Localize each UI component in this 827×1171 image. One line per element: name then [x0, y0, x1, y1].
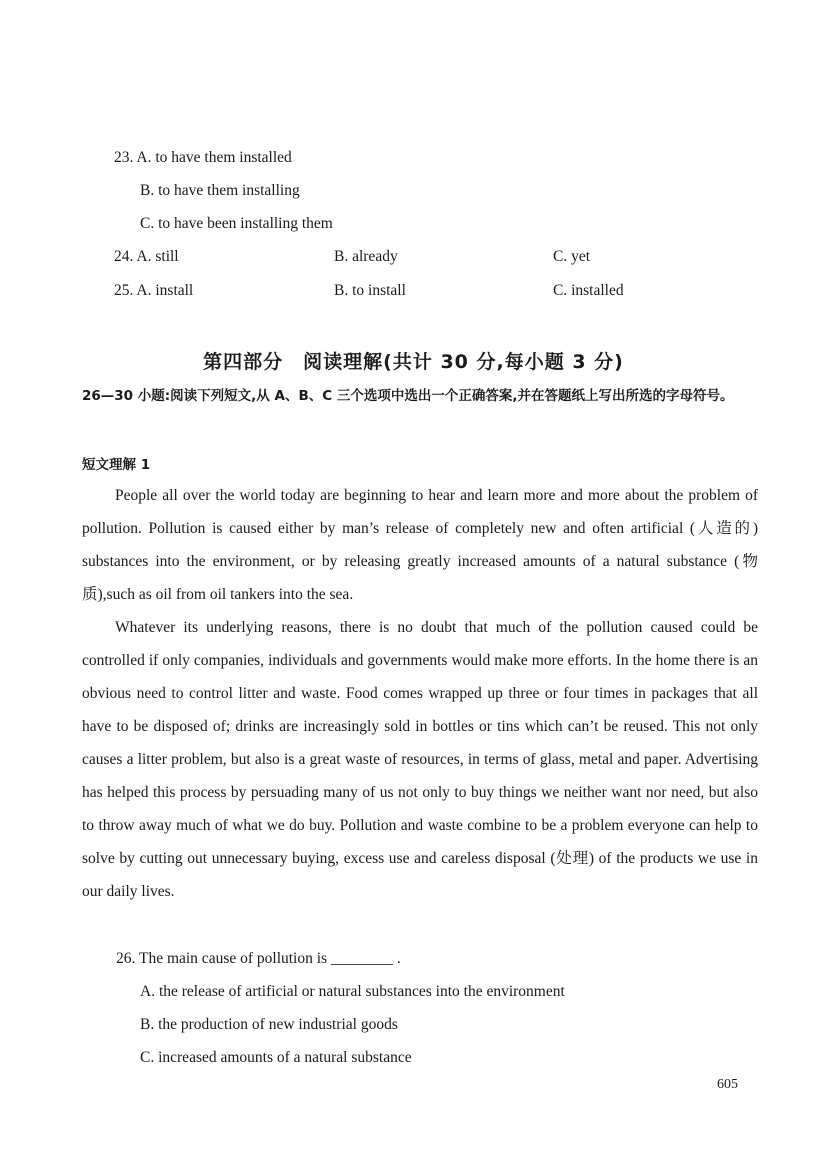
question-24-option-a-text: A. still: [136, 248, 179, 265]
section-instruction: 26—30 小题:阅读下列短文,从 A、B、C 三个选项中选出一个正确答案,并在答题纸上写出所选的字母符号。: [82, 388, 734, 404]
question-23-number: 23.: [114, 149, 134, 166]
question-23-option-c: C. to have been installing them: [140, 215, 333, 232]
question-23-option-a-text: A. to have them installed: [136, 149, 292, 166]
question-25-option-a: [114, 281, 193, 301]
question-26-option-b: B. the production of new industrial goods: [140, 1016, 398, 1033]
question-26-option-c: C. increased amounts of a natural substance: [140, 1049, 412, 1066]
question-23-option-b: B. to have them installing: [140, 182, 300, 199]
question-24-option-b: B. already: [334, 248, 398, 265]
question-26-stem: 26. The main cause of pollution is ________ .: [116, 950, 401, 967]
question-26-option-a: A. the release of artificial or natural substances into the environment: [140, 983, 565, 1000]
question-25-option-a-text: A. install: [136, 282, 194, 299]
question-25-option-c: C. installed: [553, 282, 624, 299]
question-24-option-a: [114, 247, 179, 267]
question-23-option-a: [114, 148, 292, 168]
page-number: 605: [717, 1077, 738, 1092]
passage-paragraph-2: Whatever its underlying reasons, there is no doubt that much of the pollution caused could be controlled if only companies, individuals and governments would make more efforts. In the home there is an obvious need to control litter and waste. Food comes wrapped up three or four times in packages that all have to be disposed of; drinks are increasingly sold in bottles or tins which can’t be reused. This not only causes a litter problem, but also is a great waste of resources, in terms of glass, metal and paper. Advertising has helped this process by persuading many of us not only to buy things we neither want nor need, but also to throw away much of what we do buy. Pollution and waste combine to be a problem everyone can help to solve by cutting out unnecessary buying, excess use and careless disposal (处理) of the products we use in our daily lives.: [82, 619, 758, 900]
question-25-option-b: B. to install: [334, 282, 406, 299]
question-24-number: 24.: [114, 248, 134, 265]
passage-subheading: 短文理解 1: [82, 457, 151, 473]
section-title: 第四部分 阅读理解(共计 30 分,每小题 3 分): [203, 351, 624, 373]
question-24-option-c: C. yet: [553, 248, 591, 265]
passage-paragraph-1: People all over the world today are beginning to hear and learn more and more about the problem of pollution. Pollution is caused either by man’s release of completely new and often artificial (人造的) substances into the environment, or by releasing greatly increased amounts of a natural substance (物质),such as oil from oil tankers into the sea.: [82, 487, 758, 603]
question-25-number: 25.: [114, 282, 134, 299]
